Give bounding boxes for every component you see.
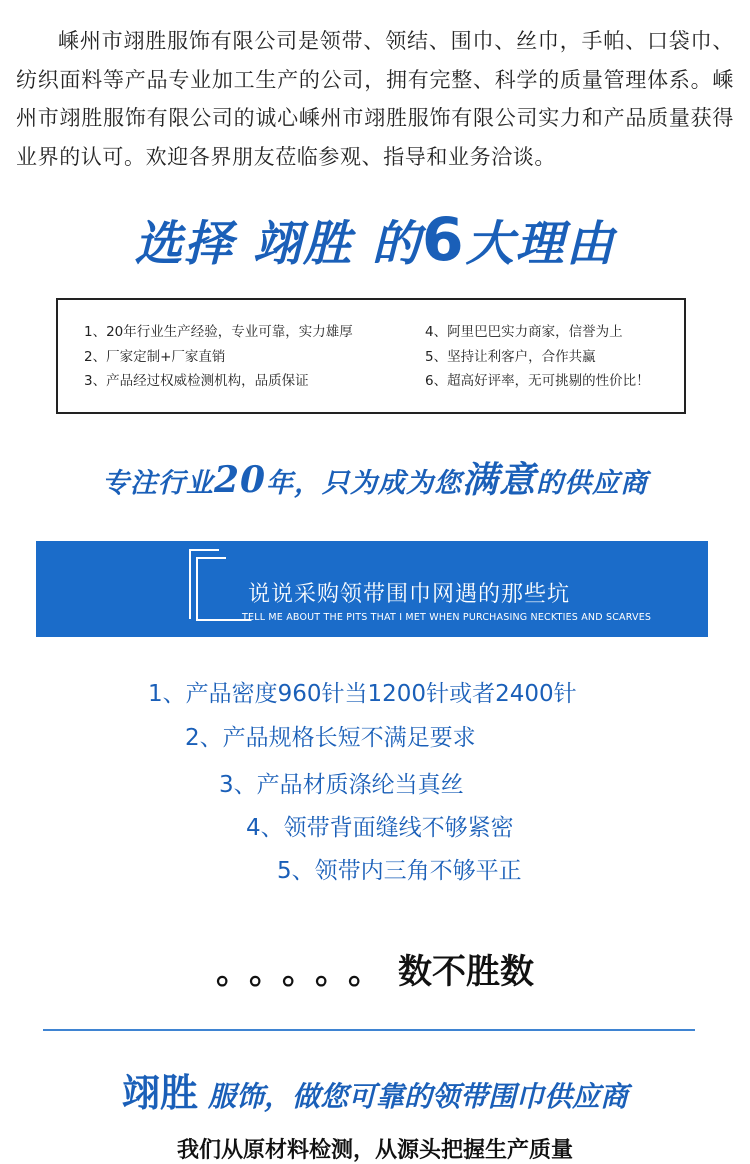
banner-subtitle: TELL ME ABOUT THE PITS THAT I MET WHEN PURCHASING NECKTIES AND SCARVES <box>242 612 652 623</box>
reasons-right-column <box>425 320 650 394</box>
reasons-left-column <box>84 320 353 394</box>
focus-part2: 年，只为成为您 <box>266 468 463 499</box>
reason-item: 5、坚持让利客户，合作共赢 <box>425 348 596 365</box>
reasons-heading <box>0 205 750 275</box>
pit-item: 5、领带内三角不够平正 <box>277 858 522 884</box>
focus-years: 20 <box>213 459 267 501</box>
reasons-box <box>56 298 686 414</box>
banner-title: 说说采购领带围巾网遇的那些坑 <box>248 582 571 607</box>
focus-part3: 的供应商 <box>536 468 649 499</box>
reason-item: 6、超高好评率，无可挑剔的性价比！ <box>425 373 650 389</box>
pit-item: 1、产品密度960针当1200针或者2400针 <box>148 681 577 707</box>
reason-item: 2、厂家定制+厂家直销 <box>84 348 226 365</box>
reason-item: 3、产品经过权威检测机构，品质保证 <box>84 373 309 389</box>
focus-part1: 专注行业 <box>101 468 214 499</box>
brand-slogan-text: 服饰，做您可靠的领带围巾供应商 <box>208 1080 629 1113</box>
focus-highlight: 满意 <box>462 459 537 501</box>
brand-slogan <box>0 1062 750 1117</box>
quality-statement: 我们从原材料检测，从源头把握生产质量 <box>176 1138 573 1163</box>
reason-item: 4、阿里巴巴实力商家，信誉为上 <box>425 324 623 340</box>
pit-item: 4、领带背面缝线不够紧密 <box>246 815 514 841</box>
reason-item: 1、20年行业生产经验，专业可靠，实力雄厚 <box>84 324 353 340</box>
countless-line <box>0 944 750 993</box>
pit-item: 3、产品材质涤纶当真丝 <box>219 772 464 798</box>
pit-item: 2、产品规格长短不满足要求 <box>185 725 476 751</box>
reasons-heading-number: 6 <box>421 205 466 275</box>
reasons-heading-part1: 选择 翊胜 的 <box>134 216 422 272</box>
reasons-heading-part2: 大理由 <box>465 216 616 272</box>
company-intro: 嵊州市翊胜服饰有限公司是领带、领结、围巾、丝巾，手帕、口袋巾、纺织面料等产品专业加工生产的公司，拥有完整、科学的质量管理体系。嵊州市翊胜服饰有限公司的诚心嵊州市翊胜服饰有限公司实力和产品质量获得业界的认可。欢迎各界朋友莅临参观、指导和业务洽谈。 <box>16 29 734 169</box>
ellipsis-dots: 。。。。。 <box>216 952 398 992</box>
focus-slogan <box>0 452 750 503</box>
section-divider <box>43 1029 695 1031</box>
countless-text: 数不胜数 <box>398 952 534 992</box>
pits-banner <box>36 541 708 637</box>
banner-frame-decoration <box>196 557 226 559</box>
brand-name: 翊胜 <box>121 1071 198 1115</box>
